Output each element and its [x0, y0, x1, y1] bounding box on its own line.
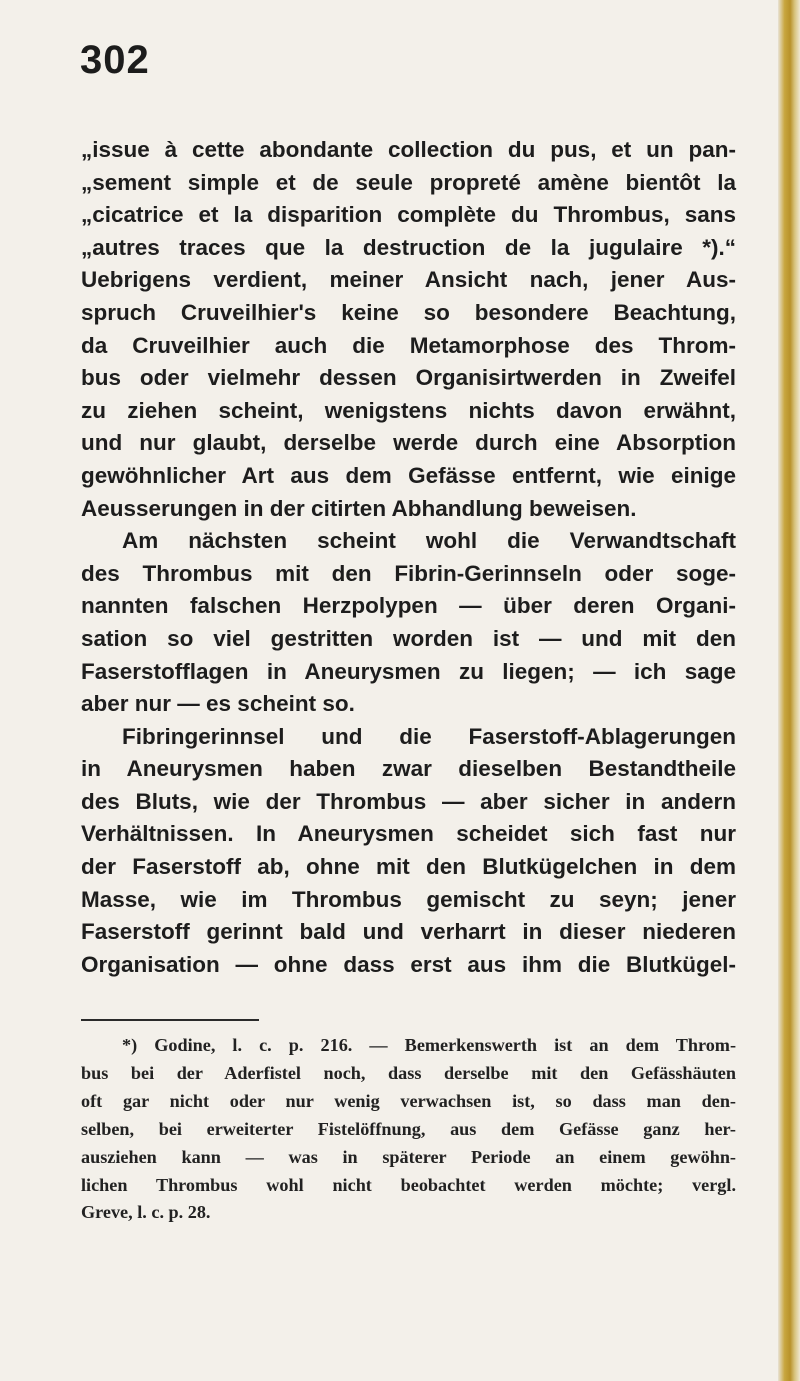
paragraph-start-line: Am nächsten scheint wohl die Verwandtschaft [122, 528, 736, 554]
footnote [81, 1032, 736, 1227]
text-line: und nur glaubt, derselbe werde durch eine Absorption [81, 430, 736, 456]
text-line: Verhältnissen. In Aneurysmen scheidet sich fast nur [81, 821, 736, 847]
text-line: Uebrigens verdient, meiner Ansicht nach, jener Aus- [81, 267, 736, 293]
text-line: Masse, wie im Thrombus gemischt zu seyn; jener [81, 886, 736, 912]
text-line: Faserstoff gerinnt bald und verharrt in dieser niederen [81, 919, 736, 945]
text-line: des Bluts, wie der Thrombus — aber sicher in andern [81, 788, 736, 814]
text-line: gewöhnlicher Art aus dem Gefässe entfernt, wie einige [81, 462, 736, 488]
body-text [81, 134, 736, 981]
text-line: zu ziehen scheint, wenigstens nichts davon erwähnt, [81, 397, 736, 423]
text-line: der Faserstoff ab, ohne mit den Blutkügelchen in dem [81, 854, 736, 880]
footnote-line: lichen Thrombus wohl nicht beobachtet werden möchte; vergl. [81, 1174, 736, 1195]
text-line: des Thrombus mit den Fibrin-Gerinnseln oder soge- [81, 560, 736, 586]
text-line: nannten falschen Herzpolypen — über deren Organi- [81, 593, 736, 619]
paragraph-start-line: Fibringerinnsel und die Faserstoff-Ablagerungen [122, 723, 736, 749]
text-line: in Aneurysmen haben zwar dieselben Bestandtheile [81, 756, 736, 782]
text-line: sation so viel gestritten worden ist — und mit den [81, 625, 736, 651]
footnote-separator [81, 1019, 259, 1021]
text-line: „sement simple et de seule propreté amène bientôt la [81, 169, 736, 195]
text-line: da Cruveilhier auch die Metamorphose des Throm- [81, 332, 736, 358]
footnote-line: ausziehen kann — was in späterer Periode an einem gewöhn- [81, 1146, 736, 1167]
text-line: Aeusserungen in der citirten Abhandlung beweisen. [81, 495, 637, 521]
page-number: 302 [80, 38, 150, 82]
footnote-line: selben, bei erweiterter Fistelöffnung, aus dem Gefässe ganz her- [81, 1118, 736, 1139]
text-line: „issue à cette abondante collection du pus, et un pan- [81, 137, 736, 162]
text-line: „cicatrice et la disparition complète du Thrombus, sans [81, 202, 736, 228]
text-line: spruch Cruveilhier's keine so besondere Beachtung, [81, 299, 736, 325]
text-line: „autres traces que la destruction de la jugulaire *).“ [81, 234, 736, 260]
text-line: aber nur — es scheint so. [81, 691, 355, 717]
page-edge [778, 0, 800, 1381]
footnote-line: bus bei der Aderfistel noch, dass derselbe mit den Gefässhäuten [81, 1062, 736, 1083]
footnote-line: Greve, l. c. p. 28. [81, 1202, 211, 1223]
text-line: Organisation — ohne dass erst aus ihm die Blutkügel- [81, 951, 736, 977]
footnote-line: oft gar nicht oder nur wenig verwachsen ist, so dass man den- [81, 1090, 736, 1111]
footnote-line: *) Godine, l. c. p. 216. — Bemerkenswerth ist an dem Throm- [122, 1035, 736, 1055]
text-line: Faserstofflagen in Aneurysmen zu liegen; — ich sage [81, 658, 736, 684]
text-line: bus oder vielmehr dessen Organisirtwerden in Zweifel [81, 365, 736, 391]
